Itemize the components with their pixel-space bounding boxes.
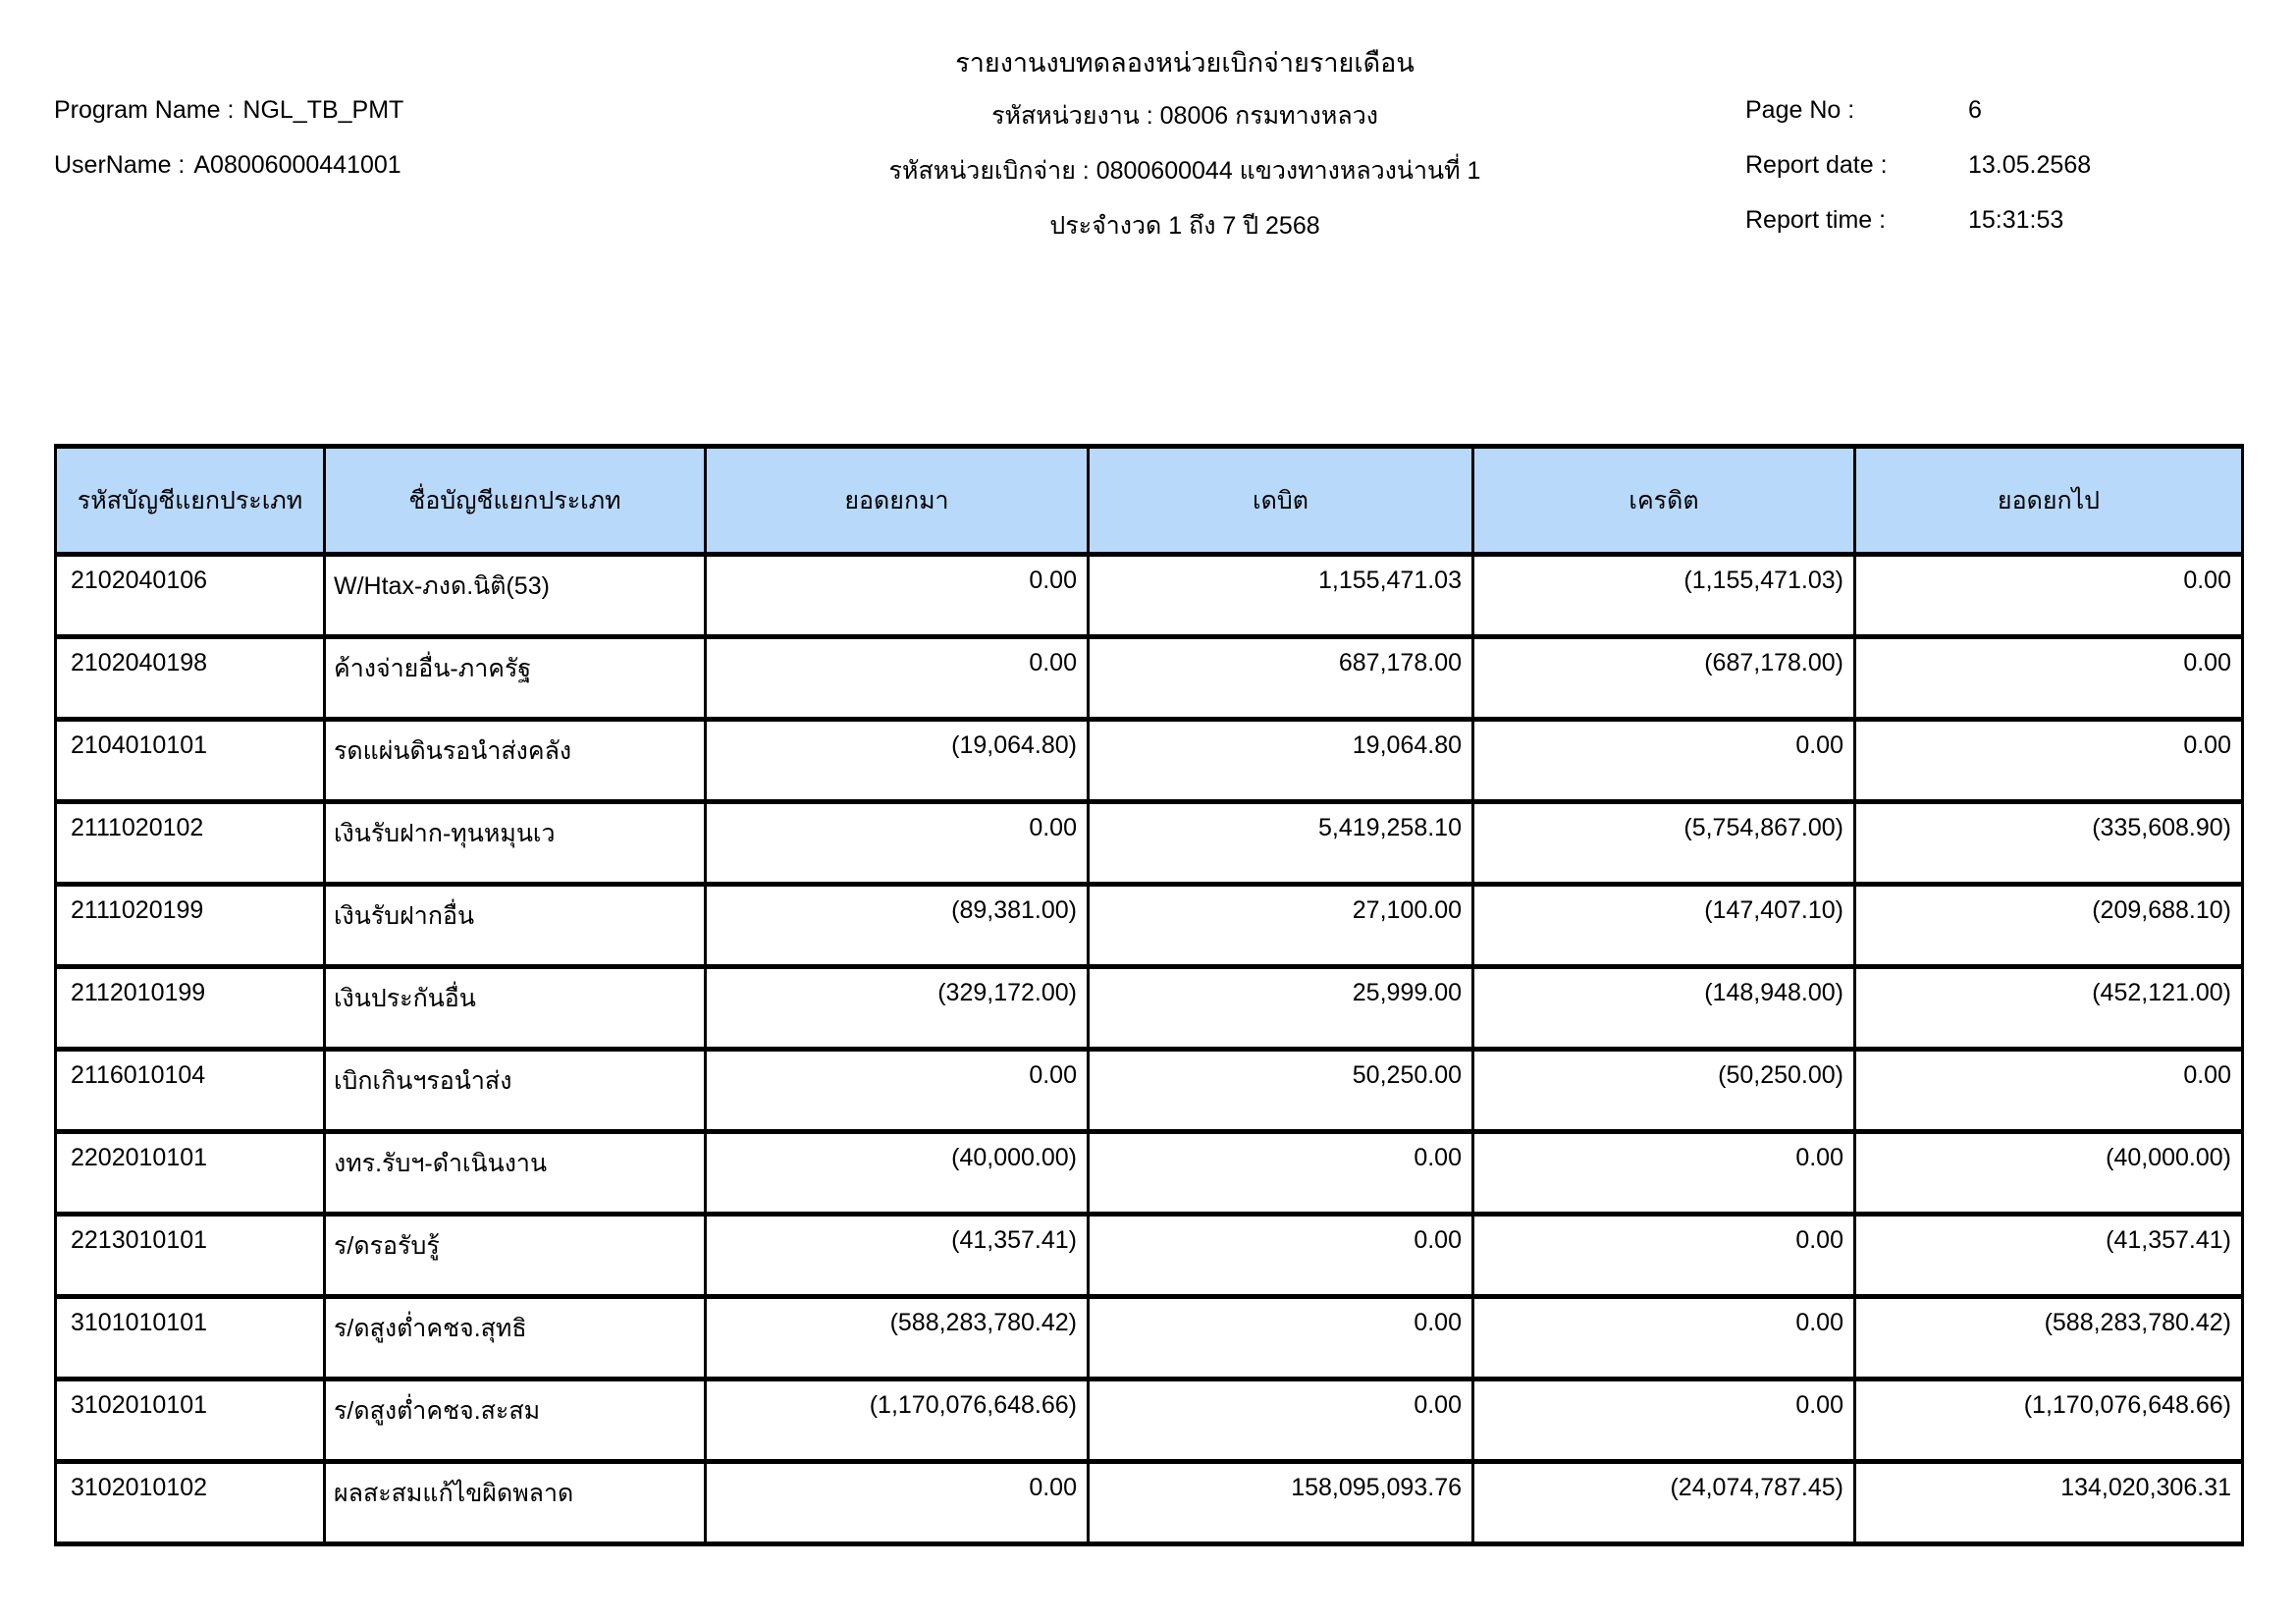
cell-account-code: 3102010101 [56, 1380, 325, 1462]
cell-beginning-balance: (1,170,076,648.66) [706, 1380, 1089, 1462]
cell-beginning-balance: 0.00 [706, 1462, 1089, 1544]
table-row [56, 1462, 2243, 1544]
cell-credit: (147,407.10) [1473, 885, 1855, 967]
table-row [56, 1132, 2243, 1215]
cell-account-code: 2104010101 [56, 720, 325, 802]
cell-credit: (50,250.00) [1473, 1050, 1855, 1132]
cell-credit: 0.00 [1473, 1132, 1855, 1215]
cell-beginning-balance: (329,172.00) [706, 967, 1089, 1050]
cell-ending-balance: (588,283,780.42) [1855, 1297, 2243, 1380]
table-body [56, 555, 2243, 1544]
cell-account-code: 2202010101 [56, 1132, 325, 1215]
cell-beginning-balance: (40,000.00) [706, 1132, 1089, 1215]
period-line: ประจำงวด 1 ถึง 7 ปี 2568 [1049, 212, 1320, 240]
column-header: เดบิต [1089, 447, 1473, 555]
table-row [56, 1297, 2243, 1380]
cell-debit: 0.00 [1089, 1297, 1473, 1380]
cell-account-name: ร/ดรอรับรู้ [325, 1215, 706, 1297]
cell-beginning-balance: (89,381.00) [706, 885, 1089, 967]
cell-debit: 0.00 [1089, 1132, 1473, 1215]
cell-account-code: 2116010104 [56, 1050, 325, 1132]
cell-beginning-balance: 0.00 [706, 637, 1089, 720]
table-row [56, 802, 2243, 885]
cell-account-name: งทร.รับฯ-ดำเนินงาน [325, 1132, 706, 1215]
table-row [56, 555, 2243, 637]
cell-account-code: 3102010102 [56, 1462, 325, 1544]
cell-account-code: 2213010101 [56, 1215, 325, 1297]
cell-credit: 0.00 [1473, 1215, 1855, 1297]
cell-credit: (5,754,867.00) [1473, 802, 1855, 885]
cell-beginning-balance: 0.00 [706, 555, 1089, 637]
trial-balance-table [54, 444, 2244, 1546]
cell-account-code: 3101010101 [56, 1297, 325, 1380]
table-row [56, 1215, 2243, 1297]
cell-account-name: ค้างจ่ายอื่น-ภาครัฐ [325, 637, 706, 720]
cell-account-name: ร/ดสูงต่ำคชจ.สุทธิ [325, 1297, 706, 1380]
report-date-value: 13.05.2568 [1968, 151, 2092, 179]
page-no-value: 6 [1968, 96, 1982, 124]
table-row [56, 885, 2243, 967]
header-row [56, 447, 2243, 555]
cell-account-name: ผลสะสมแก้ไขผิดพลาด [325, 1462, 706, 1544]
cell-credit: 0.00 [1473, 720, 1855, 802]
cell-credit: 0.00 [1473, 1297, 1855, 1380]
cell-ending-balance: (40,000.00) [1855, 1132, 2243, 1215]
report-time-value: 15:31:53 [1968, 206, 2064, 234]
cell-ending-balance: 134,020,306.31 [1855, 1462, 2243, 1544]
cell-debit: 0.00 [1089, 1380, 1473, 1462]
cell-ending-balance: (1,170,076,648.66) [1855, 1380, 2243, 1462]
cell-credit: 0.00 [1473, 1380, 1855, 1462]
cell-beginning-balance: 0.00 [706, 802, 1089, 885]
report-date-label: Report date : [1745, 151, 1888, 179]
program-name-line [54, 96, 403, 125]
cell-debit: 19,064.80 [1089, 720, 1473, 802]
cell-beginning-balance: 0.00 [706, 1050, 1089, 1132]
cell-credit: (687,178.00) [1473, 637, 1855, 720]
cell-debit: 1,155,471.03 [1089, 555, 1473, 637]
agency-line: รหัสหน่วยงาน : 08006 กรมทางหลวง [991, 102, 1378, 130]
cell-debit: 5,419,258.10 [1089, 802, 1473, 885]
cell-account-code: 2102040198 [56, 637, 325, 720]
cell-account-name: รดแผ่นดินรอนำส่งคลัง [325, 720, 706, 802]
cell-credit: (148,948.00) [1473, 967, 1855, 1050]
username-value: A08006000441001 [193, 151, 401, 179]
page-title: รายงานงบทดลองหน่วยเบิกจ่ายรายเดือน [955, 48, 1415, 78]
cell-ending-balance: (41,357.41) [1855, 1215, 2243, 1297]
program-name-label: Program Name : [54, 96, 235, 124]
cell-debit: 0.00 [1089, 1215, 1473, 1297]
table-header [56, 447, 2243, 555]
cell-ending-balance: 0.00 [1855, 720, 2243, 802]
cell-ending-balance: (335,608.90) [1855, 802, 2243, 885]
username-label: UserName : [54, 151, 186, 179]
username-line [54, 151, 401, 180]
cell-ending-balance: 0.00 [1855, 1050, 2243, 1132]
column-header: รหัสบัญชีแยกประเภท [56, 447, 325, 555]
cell-account-code: 2112010199 [56, 967, 325, 1050]
table-row [56, 637, 2243, 720]
cell-debit: 27,100.00 [1089, 885, 1473, 967]
cell-ending-balance: 0.00 [1855, 555, 2243, 637]
column-header: เครดิต [1473, 447, 1855, 555]
cell-beginning-balance: (41,357.41) [706, 1215, 1089, 1297]
cell-debit: 25,999.00 [1089, 967, 1473, 1050]
cell-credit: (24,074,787.45) [1473, 1462, 1855, 1544]
cell-account-name: เงินประกันอื่น [325, 967, 706, 1050]
cell-beginning-balance: (588,283,780.42) [706, 1297, 1089, 1380]
cell-ending-balance: (209,688.10) [1855, 885, 2243, 967]
disbursement-unit-line: รหัสหน่วยเบิกจ่าย : 0800600044 แขวงทางหลวงน่านที่ 1 [888, 157, 1481, 185]
cell-debit: 158,095,093.76 [1089, 1462, 1473, 1544]
table-row [56, 1050, 2243, 1132]
table-row [56, 720, 2243, 802]
cell-debit: 687,178.00 [1089, 637, 1473, 720]
cell-account-code: 2111020199 [56, 885, 325, 967]
cell-ending-balance: (452,121.00) [1855, 967, 2243, 1050]
cell-ending-balance: 0.00 [1855, 637, 2243, 720]
cell-account-name: W/Htax-ภงด.นิติ(53) [325, 555, 706, 637]
column-header: ยอดยกมา [706, 447, 1089, 555]
cell-account-code: 2111020102 [56, 802, 325, 885]
program-name-value: NGL_TB_PMT [242, 96, 404, 124]
column-header: ยอดยกไป [1855, 447, 2243, 555]
cell-account-name: เบิกเกินฯรอนำส่ง [325, 1050, 706, 1132]
cell-account-name: ร/ดสูงต่ำคชจ.สะสม [325, 1380, 706, 1462]
column-header: ชื่อบัญชีแยกประเภท [325, 447, 706, 555]
cell-debit: 50,250.00 [1089, 1050, 1473, 1132]
cell-beginning-balance: (19,064.80) [706, 720, 1089, 802]
table-row [56, 1380, 2243, 1462]
report-time-label: Report time : [1745, 206, 1887, 234]
table-row [56, 967, 2243, 1050]
cell-account-name: เงินรับฝากอื่น [325, 885, 706, 967]
cell-account-name: เงินรับฝาก-ทุนหมุนเว [325, 802, 706, 885]
cell-account-code: 2102040106 [56, 555, 325, 637]
page-no-label: Page No : [1745, 96, 1855, 124]
cell-credit: (1,155,471.03) [1473, 555, 1855, 637]
